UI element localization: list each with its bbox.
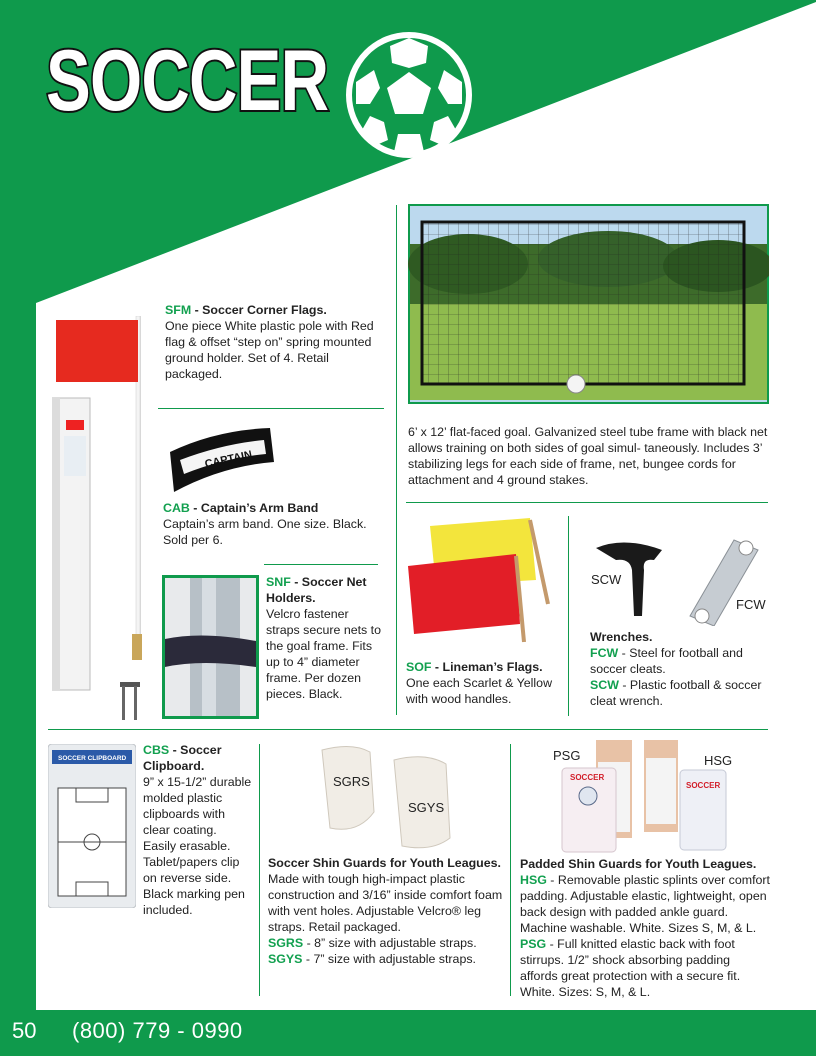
page-number: 50 <box>12 1018 37 1043</box>
fcw-desc: - Steel for football and soccer cleats. <box>590 646 743 676</box>
cbs-name: - Soccer Clipboard. <box>143 743 222 773</box>
sfm-desc: One piece White plastic pole with Red flag & offset “step on” spring mounted ground holder. Set of 4. Retail packaged. <box>165 319 374 381</box>
sof-desc: One each Scarlet & Yellow with wood handles. <box>406 676 553 706</box>
hsg-photo-label: HSG <box>704 753 733 768</box>
package-label-hsg: SOCCER <box>686 781 721 790</box>
padded-title: Padded Shin Guards for Youth Leagues. <box>520 857 757 871</box>
sgys-photo-label: SGYS <box>408 800 445 815</box>
goal-desc: 6’ x 12’ flat-faced goal. Galvanized steel tube frame with black net allows training on both sides of goal simul- taneously. Includes 3’ stabilizing legs for each side of frame, net, bungee cords for attachment and 4 ground stakes. <box>408 425 768 487</box>
padded-block <box>520 856 770 1000</box>
lineman-flags-photo <box>406 518 556 648</box>
padded-shin-guards-photo <box>556 740 728 854</box>
cab-code: CAB <box>163 501 190 515</box>
sgrs-code: SGRS <box>268 936 304 950</box>
corner-flag-photo <box>52 316 152 720</box>
snf-name: - Soccer Net Holders. <box>266 575 367 605</box>
hsg-code: HSG <box>520 873 547 887</box>
snf-desc: Velcro fastener straps secure nets to the goal frame. Fits up to 4” diameter frame. Per dozen pieces. Black. <box>266 607 382 701</box>
package-label-psg: SOCCER <box>570 773 605 782</box>
cbs-block <box>143 742 253 918</box>
sof-block <box>406 659 566 707</box>
footer-bar <box>0 1010 816 1056</box>
scw-photo-label: SCW <box>591 572 622 587</box>
psg-desc: - Full knitted elastic back with foot stirrups. 1/2” shock absorbing padding affords great protection with a secure fit. White. Sizes: S, M, & L. <box>520 937 741 999</box>
phone-number: (800) 779 - 0990 <box>72 1018 243 1043</box>
hsg-desc: - Removable plastic splints over comfort padding. Adjustable elastic, lightweight, open back design with padded ankle guard. Machine washable. White. Sizes S, M, & L. <box>520 873 770 935</box>
scw-desc: - Plastic football & soccer cleat wrench. <box>590 678 762 708</box>
divider <box>158 408 384 409</box>
shin-guards-photo <box>308 742 468 852</box>
sfm-code: SFM <box>165 303 192 317</box>
sfm-name: - Soccer Corner Flags. <box>191 303 327 317</box>
snf-code: SNF <box>266 575 291 589</box>
cab-desc: Captain’s arm band. One size. Black. Sold per 6. <box>163 517 367 547</box>
clipboard-photo <box>48 744 136 908</box>
wrenches-block <box>590 629 768 709</box>
cbs-desc: 9” x 15-1/2” durable molded plastic clipboards with clear coating. Easily erasable. Tablet/papers clip on reverse side. Black marking pen included. <box>143 775 252 917</box>
cab-block <box>163 500 383 548</box>
goal-photo <box>408 204 769 404</box>
divider <box>48 729 768 730</box>
sgys-code: SGYS <box>268 952 303 966</box>
divider <box>568 516 569 716</box>
divider <box>406 502 768 503</box>
fcw-photo-label: FCW <box>736 597 766 612</box>
clipboard-label: SOCCER CLIPBOARD <box>58 755 127 762</box>
sgrs-photo-label: SGRS <box>333 774 370 789</box>
fcw-code: FCW <box>590 646 619 660</box>
armband-photo <box>166 422 276 498</box>
psg-code: PSG <box>520 937 547 951</box>
page-title: SOCCER <box>46 33 329 129</box>
wrenches-title: Wrenches. <box>590 630 653 644</box>
shin-youth-desc: Made with tough high-impact plastic construction and 3/16” inside comfort foam with vent holes. Adjustable Velcro® leg straps. Retail packaged. <box>268 872 503 934</box>
shin-youth-block <box>268 855 508 967</box>
cab-name: - Captain’s Arm Band <box>189 501 319 515</box>
sgrs-desc: - 8” size with adjustable straps. <box>303 936 477 950</box>
sfm-block <box>165 302 381 382</box>
sof-code: SOF <box>406 660 432 674</box>
sof-name: - Lineman’s Flags. <box>431 660 543 674</box>
sgys-desc: - 7” size with adjustable straps. <box>302 952 476 966</box>
divider <box>264 564 378 565</box>
psg-photo-label: PSG <box>553 748 581 763</box>
scw-code: SCW <box>590 678 619 692</box>
cbs-code: CBS <box>143 743 170 757</box>
snf-block <box>266 574 382 702</box>
armband-label: CAPTAIN <box>203 448 254 471</box>
divider <box>510 744 511 996</box>
net-holder-photo <box>162 575 259 719</box>
shin-youth-title: Soccer Shin Guards for Youth Leagues. <box>268 856 501 870</box>
divider <box>396 205 397 715</box>
divider <box>259 744 260 996</box>
soccer-ball-icon <box>344 30 474 160</box>
